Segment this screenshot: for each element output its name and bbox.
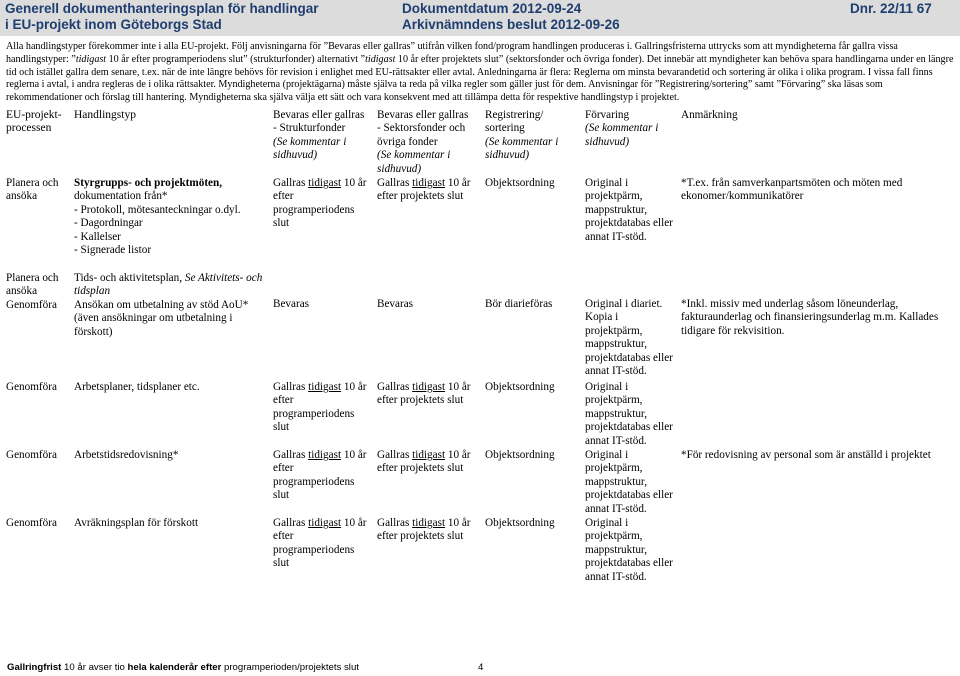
cell-process: Genomföra: [6, 449, 57, 461]
cell-registration: Objektsordning: [485, 177, 555, 189]
cell-keep-structural: Bevaras: [273, 298, 310, 310]
cell-type: Arbetsplaner, tidsplaner etc.: [74, 381, 200, 393]
header-title-line2: i EU-projekt inom Göteborgs Stad: [5, 17, 222, 32]
cell-storage: Original i projektpärm, mappstruktur, projektdatabas eller annat IT-stöd.: [585, 449, 673, 515]
cell-keep-sector: Bevaras: [377, 298, 414, 310]
page-header: [0, 0, 960, 36]
cell-remark: *T.ex. från samverkanpartsmöten och möten med ekonomer/kommunikatörer: [681, 177, 903, 203]
cell-remark: *För redovisning av personal som är anställd i projektet: [681, 449, 931, 461]
cell-keep-sector: Gallras tidigast 10 år efter projektets slut: [377, 449, 471, 475]
cell-storage: Original i diariet. Kopia i projektpärm, mappstruktur, projektdatabas eller annat IT-stöd.: [585, 298, 673, 378]
table-row: [4, 381, 954, 449]
cell-type: Styrgrupps- och projektmöten, dokumentation från* - Protokoll, mötesanteckningar o.dyl. - Dagordningar - Kallelser - Signerade listor: [74, 177, 241, 257]
cell-remark: [679, 381, 954, 449]
header-title-line1: Generell dokumenthanteringsplan för handlingar: [5, 1, 319, 16]
footer-note: Gallringfrist 10 år avser tio hela kalenderår efter programperioden/projektets slut: [7, 662, 359, 673]
cell-keep-structural: Gallras tidigast 10 år efter programperiodens slut: [273, 381, 367, 434]
intro-paragraph: Alla handlingstyper förekommer inte i alla EU-projekt. Följ anvisningarna för ”Bevaras eller gallras” utifrån vilken fond/program handlingen produceras i. Gallringsfristerna uttrycks som att myndigheterna får gallra vissa handlingstyper: ”tidigast 10 år efter programperiodens slut” (strukturfonder) alternativt ”tidigast 10 år efter projektets slut” (sektorsfonder och övriga fonder). Det innebär att myndigheter kan behöva spara handlingarna under en längre tid och istället gallra dem senare, t.ex. när de inte längre behövs för revision i enlighet med EU-rättsakter eller avtal. Anledningarna är flera: Reglerna om minsta bevarandetid och sortering är olika i olika program. I vissa fall finns reglerna i avtal, i andra regleras de i olika rättsakter. Myndigheterna (projektägarna) måste själva ta reda på vilka regler som gäller just för dem. Anvisningar för ”Registrering/sortering” samt ”Förvaring” ska läsas som rekommendationer och förslag till hantering. Myndigheterna ska själva välja ett sätt och vara konsekvent med att tillämpa detta för respektive handlingstyp i projektet.: [6, 41, 954, 104]
cell-keep-structural: Gallras tidigast 10 år efter programperiodens slut: [273, 517, 367, 570]
cell-type: Avräkningsplan för förskott: [74, 517, 199, 529]
cell-keep-sector: Gallras tidigast 10 år efter projektets slut: [377, 381, 471, 407]
cell-type: Tids- och aktivitetsplan, Se Aktivitets- och tidsplan Ansökan om utbetalning av stöd AoU* (även ansökningar om utbetalning i förskott): [74, 272, 263, 338]
header-dnr: Dnr. 22/11 67: [850, 1, 932, 16]
header-storage: Förvaring (Se kommentar i sidhuvud): [585, 109, 659, 148]
table-row: [4, 517, 954, 585]
cell-keep-sector: Gallras tidigast 10 år efter projektets slut: [377, 177, 471, 203]
header-process: EU-projekt-processen: [6, 109, 62, 135]
cell-registration: Bör diarieföras: [485, 298, 553, 310]
cell-registration: Objektsordning: [485, 381, 555, 393]
page-number: 4: [478, 662, 484, 673]
cell-keep-structural: Gallras tidigast 10 år efter programperiodens slut: [273, 449, 367, 502]
header-registration: Registrering/ sortering (Se kommentar i sidhuvud): [485, 109, 559, 162]
header-decision-date: Arkivnämndens beslut 2012-09-26: [402, 17, 620, 32]
cell-storage: Original i projektpärm, mappstruktur, projektdatabas eller annat IT-stöd.: [585, 517, 673, 583]
table-row: [4, 449, 954, 517]
header-keep-structural: Bevaras eller gallras - Strukturfonder (Se kommentar i sidhuvud): [273, 109, 365, 162]
table-row: [4, 272, 954, 381]
table-row: [4, 177, 954, 272]
document-plan-table: [4, 109, 954, 585]
cell-storage: Original i projektpärm, mappstruktur, projektdatabas eller annat IT-stöd.: [585, 381, 673, 447]
cell-registration: Objektsordning: [485, 517, 555, 529]
intro-text: [6, 41, 956, 105]
header-document-date: Dokumentdatum 2012-09-24: [402, 1, 582, 16]
cell-process: Genomföra: [6, 381, 57, 393]
cell-registration: Objektsordning: [485, 449, 555, 461]
header-keep-sector: Bevaras eller gallras - Sektorsfonder och övriga fonder (Se kommentar i sidhuvud): [377, 109, 469, 175]
header-remark: Anmärkning: [681, 109, 738, 121]
cell-process: Planera och ansöka Genomföra: [6, 272, 59, 311]
cell-remark: [679, 517, 954, 585]
cell-storage: Original i projektpärm, mappstruktur, projektdatabas eller annat IT-stöd.: [585, 177, 673, 243]
cell-type: Arbetstidsredovisning*: [74, 449, 179, 461]
table-header-row: [4, 109, 954, 177]
cell-keep-structural: Gallras tidigast 10 år efter programperiodens slut: [273, 177, 367, 230]
cell-process: Genomföra: [6, 517, 57, 529]
cell-process: Planera och ansöka: [6, 177, 59, 203]
header-document-type: Handlingstyp: [74, 109, 136, 121]
cell-keep-sector: Gallras tidigast 10 år efter projektets slut: [377, 517, 471, 543]
cell-remark: *Inkl. missiv med underlag såsom löneunderlag, fakturaunderlag och finansieringsunderlag m.m. Kallades tidigare för rekvisition.: [681, 298, 939, 337]
